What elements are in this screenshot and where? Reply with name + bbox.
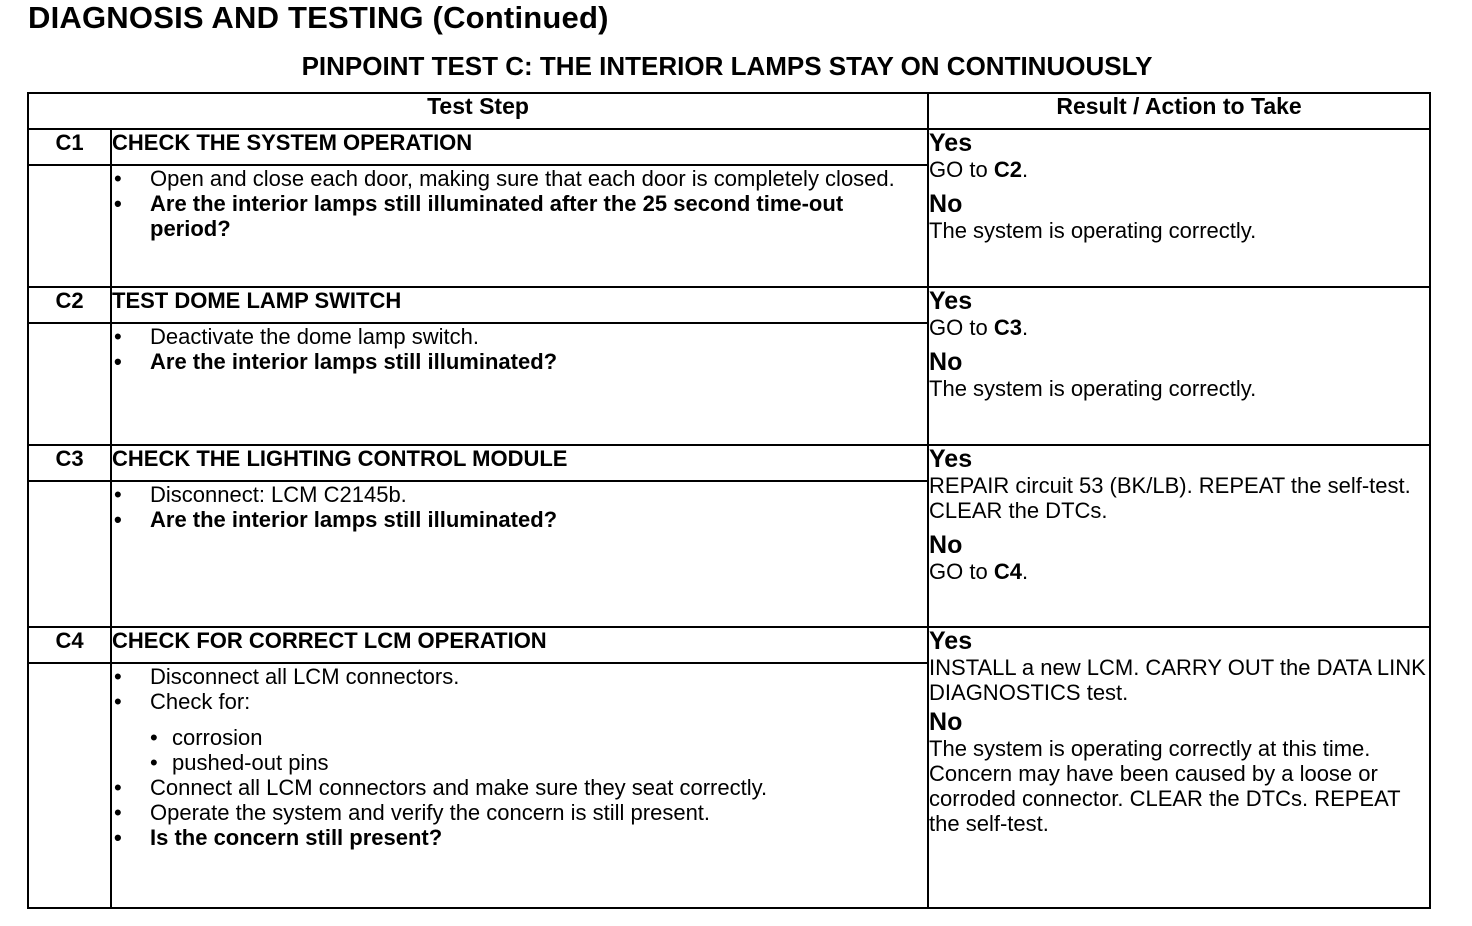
instruction-bullet: • Disconnect: LCM C2145b.	[114, 482, 407, 507]
step-title: CHECK THE SYSTEM OPERATION	[111, 129, 928, 165]
step-reference: C2	[993, 157, 1022, 182]
sub-bullet: • corrosion	[150, 725, 263, 750]
bullet-icon: •	[114, 664, 122, 689]
sub-bullet: • pushed-out pins	[150, 750, 329, 775]
yes-label: Yes	[929, 445, 973, 473]
step-c3-instructions	[111, 481, 928, 627]
question-bullet: • Are the interior lamps still illuminated after the 25 second time-out period?	[114, 191, 844, 241]
instruction-bullet: • Connect all LCM connectors and make sure they seat correctly.	[114, 775, 768, 800]
bullet-icon: •	[114, 800, 122, 825]
page-title: DIAGNOSIS AND TESTING (Continued)	[28, 0, 609, 35]
bullet-icon: •	[114, 324, 122, 349]
no-label: No	[929, 348, 963, 376]
no-action: The system is operating correctly at this time. Concern may have been caused by a loose or corroded connector. CLEAR the DTCs. REPEAT the self-test.	[929, 736, 1401, 836]
step-c2-title-row	[28, 287, 1430, 323]
instruction-bullet: • Disconnect all LCM connectors.	[114, 664, 460, 689]
no-label: No	[929, 708, 963, 736]
step-reference: C4	[993, 559, 1022, 584]
step-c1-result	[928, 129, 1430, 287]
sub-bullet-list	[112, 725, 927, 775]
question-bullet: • Is the concern still present?	[114, 825, 443, 850]
question-bullet: • Are the interior lamps still illuminated?	[114, 507, 558, 532]
yes-action: GO to C3.	[929, 315, 1029, 340]
step-c1-instructions	[111, 165, 928, 287]
step-title: TEST DOME LAMP SWITCH	[111, 287, 928, 323]
bullet-icon: •	[114, 689, 122, 714]
yes-label: Yes	[929, 287, 973, 315]
step-title: CHECK FOR CORRECT LCM OPERATION	[111, 627, 928, 663]
bullet-icon: •	[114, 775, 122, 800]
test-step-header: Test Step	[28, 93, 928, 129]
no-label: No	[929, 190, 963, 218]
step-id: C4	[28, 627, 111, 663]
instruction-bullet: • Deactivate the dome lamp switch.	[114, 324, 479, 349]
step-id: C3	[28, 445, 111, 481]
step-c2-result	[928, 287, 1430, 445]
bullet-icon: •	[150, 725, 158, 750]
instruction-bullet: • Open and close each door, making sure that each door is completely closed.	[114, 166, 895, 191]
step-title: CHECK THE LIGHTING CONTROL MODULE	[111, 445, 928, 481]
result-header: Result / Action to Take	[928, 93, 1430, 129]
no-action: The system is operating correctly.	[929, 218, 1257, 243]
bullet-icon: •	[114, 507, 122, 532]
yes-action: INSTALL a new LCM. CARRY OUT the DATA LINK DIAGNOSTICS test.	[929, 655, 1426, 705]
no-action: GO to C4.	[929, 559, 1029, 584]
instruction-bullet: • Operate the system and verify the concern is still present.	[114, 800, 711, 825]
bullet-icon: •	[150, 750, 158, 775]
bullet-icon: •	[114, 191, 122, 216]
table-header-row	[28, 93, 1430, 129]
question-bullet: • Are the interior lamps still illuminated?	[114, 349, 558, 374]
yes-label: Yes	[929, 129, 973, 157]
bullet-icon: •	[114, 825, 122, 850]
pinpoint-test-table	[27, 92, 1431, 909]
step-c1-title-row	[28, 129, 1430, 165]
step-c4-title-row	[28, 627, 1430, 663]
step-c3-title-row	[28, 445, 1430, 481]
step-c4-instructions	[111, 663, 928, 908]
no-label: No	[929, 531, 963, 559]
yes-action: GO to C2.	[929, 157, 1029, 182]
step-id: C2	[28, 287, 111, 323]
step-c3-result	[928, 445, 1430, 627]
bullet-icon: •	[114, 349, 122, 374]
step-id: C1	[28, 129, 111, 165]
pinpoint-test-title: PINPOINT TEST C: THE INTERIOR LAMPS STAY ON CONTINUOUSLY	[301, 51, 1153, 81]
bullet-icon: •	[114, 482, 122, 507]
step-reference: C3	[993, 315, 1022, 340]
instruction-bullet: • Check for:	[114, 689, 251, 714]
no-action: The system is operating correctly.	[929, 376, 1257, 401]
yes-label: Yes	[929, 627, 973, 655]
yes-action: REPAIR circuit 53 (BK/LB). REPEAT the self-test. CLEAR the DTCs.	[929, 473, 1411, 523]
step-c2-instructions	[111, 323, 928, 445]
bullet-icon: •	[114, 166, 122, 191]
step-c4-result	[928, 627, 1430, 908]
